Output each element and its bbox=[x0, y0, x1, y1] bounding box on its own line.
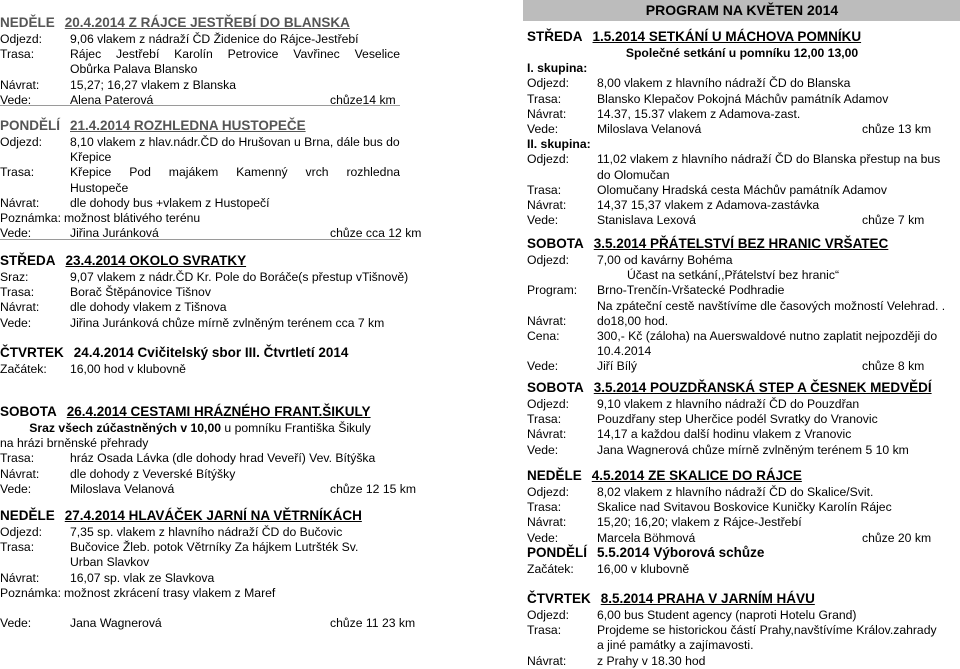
event-heading bbox=[527, 544, 957, 562]
line-label: Trasa: bbox=[0, 285, 35, 300]
line-label: Sraz: bbox=[0, 270, 29, 284]
event-line bbox=[527, 654, 957, 669]
event-day: NEDĚLE bbox=[527, 468, 582, 483]
event-heading bbox=[527, 590, 957, 608]
event-line bbox=[0, 436, 400, 451]
line-label: Odjezd: bbox=[527, 253, 570, 267]
line-label: Odjezd: bbox=[0, 135, 43, 149]
line-label: Trasa: bbox=[0, 47, 35, 62]
line-label: Návrat: bbox=[0, 77, 40, 92]
line-value: 300,- Kč (záloha) na Auerswaldové nutno zaplatit nejpozději do bbox=[597, 328, 938, 343]
event-day: PONDĚLÍ bbox=[527, 545, 588, 560]
line-value: Olomučany Hradská cesta Máchův památník Adamov bbox=[597, 182, 887, 197]
line-label: Odjezd: bbox=[527, 485, 570, 499]
event-heading bbox=[0, 252, 400, 270]
event-line bbox=[527, 623, 957, 638]
event-line bbox=[0, 616, 416, 631]
line-value: Jiřina Juránková bbox=[70, 226, 159, 241]
line-value: Rájec Jestřebí Karolín Petrovice Vavřinec Veselice bbox=[70, 47, 400, 62]
line-value: Bučovice Žleb. potok Větrníky Za hájkem Lutršték Sv. bbox=[70, 540, 359, 555]
event-heading bbox=[527, 467, 957, 485]
line-value: Skalice nad Svitavou Boskovice Kuničky Karolín Rájec bbox=[597, 500, 892, 515]
event-line bbox=[0, 47, 400, 62]
event-day: NEDĚLE bbox=[0, 15, 55, 30]
event-line bbox=[527, 107, 957, 122]
line-value: 10.4.2014 bbox=[597, 344, 652, 359]
event-line bbox=[0, 525, 400, 540]
line-distance: chůze14 km bbox=[330, 92, 396, 107]
line-value: 16,07 sp. vlak ze Slavkova bbox=[70, 570, 215, 585]
line-value: 9,10 vlakem z hlavního nádraží ČD do Pouzdřan bbox=[597, 397, 860, 411]
line-label: Začátek: bbox=[527, 562, 574, 576]
event-line bbox=[527, 329, 957, 344]
line-value: 11,02 vlakem z hlavního nádraží ČD do Blanska přestup na bus bbox=[597, 152, 941, 167]
line-label: Návrat: bbox=[0, 466, 40, 481]
event-line bbox=[527, 76, 957, 91]
event-title: 5.5.2014 Výborová schůze bbox=[597, 545, 765, 560]
event-heading bbox=[527, 235, 957, 253]
program-banner: PROGRAM NA KVĚTEN 2014 bbox=[523, 0, 960, 21]
event-line bbox=[527, 443, 957, 458]
event-line bbox=[0, 62, 400, 77]
event-line bbox=[0, 165, 400, 180]
event-line bbox=[0, 300, 400, 315]
event-line bbox=[527, 562, 957, 577]
line-distance: chůze 11 23 km bbox=[330, 616, 416, 631]
line-label: Odjezd: bbox=[527, 76, 570, 91]
line-distance: chůze 7 km bbox=[862, 213, 925, 228]
line-label: Návrat: bbox=[527, 197, 567, 212]
event-line bbox=[527, 344, 957, 359]
line-distance: chůze 8 km bbox=[862, 359, 925, 374]
line-label: Návrat: bbox=[527, 106, 567, 121]
line-label: Vede: bbox=[0, 616, 32, 631]
line-label: Vede: bbox=[0, 481, 32, 496]
line-value: 16,00 hod v klubovně bbox=[70, 362, 186, 376]
event-heading bbox=[0, 344, 400, 362]
event-title: 1.5.2014 SETKÁNÍ U MÁCHOVA POMNÍKU bbox=[592, 29, 862, 44]
event-title: 27.4.2014 HLAVÁČEK JARNÍ NA VĚTRNÍKÁCH bbox=[64, 508, 362, 523]
line-label: Trasa: bbox=[527, 500, 562, 515]
line-value: Pouzdřany step Uherčice podél Svratky do Vranovic bbox=[597, 412, 878, 427]
line-value: Jana Wagnerová chůze mírně zvlněným terénem 5 10 km bbox=[597, 442, 909, 457]
line-label: Odjezd: bbox=[0, 32, 43, 46]
event-line bbox=[527, 397, 957, 412]
line-value: 14.37, 15.37 vlakem z Adamova-zast. bbox=[597, 106, 801, 121]
line-value: 16,00 v klubovně bbox=[597, 562, 690, 576]
event-line bbox=[527, 515, 957, 530]
event-block bbox=[527, 28, 957, 228]
event-line bbox=[0, 362, 400, 377]
line-value: 8,00 vlakem z hlavního nádraží ČD do Blanska bbox=[597, 76, 851, 91]
event-line bbox=[0, 211, 400, 226]
event-day: SOBOTA bbox=[527, 236, 584, 251]
line-label: Vede: bbox=[0, 92, 32, 107]
line-value: z Prahy v 18.30 hod bbox=[597, 653, 706, 668]
line-label: Vede: bbox=[527, 359, 559, 374]
event-line bbox=[527, 183, 957, 198]
line-label: Odjezd: bbox=[527, 608, 570, 622]
line-value: 8,10 vlakem z hlav.nádr.ČD do Hrušovan u Brna, dále bus do bbox=[70, 135, 400, 149]
line-value: Projdeme se historickou částí Prahy,navštívíme Králov.zahrady bbox=[597, 623, 937, 638]
event-line bbox=[0, 32, 400, 47]
event-line bbox=[527, 299, 957, 314]
event-heading bbox=[0, 403, 400, 421]
line-value: 14,17 a každou další hodinu vlakem z Vranovic bbox=[597, 427, 852, 442]
event-line bbox=[0, 135, 400, 150]
line-label: Trasa: bbox=[527, 91, 562, 106]
event-day: SOBOTA bbox=[527, 380, 584, 395]
line-label: Vede: bbox=[0, 315, 32, 330]
event-day: STŘEDA bbox=[527, 29, 583, 44]
line-value: 14,37 15,37 vlakem z Adamova-zastávka bbox=[597, 197, 820, 212]
event-line bbox=[527, 412, 957, 427]
line-label: Návrat: bbox=[527, 515, 567, 530]
event-line bbox=[0, 196, 400, 211]
line-value: Jiřina Juránková chůze mírně zvlněným terénem cca 7 km bbox=[70, 315, 385, 330]
event-block bbox=[0, 252, 409, 331]
event-title: 26.4.2014 CESTAMI HRÁZNÉHO FRANT.ŠIKULY bbox=[66, 404, 371, 419]
line-value: 9,06 vlakem z nádraží ČD Židenice do Rájce-Jestřebí bbox=[70, 32, 359, 46]
meeting-note: Společné setkání u pomníku 12,00 13,00 bbox=[625, 46, 859, 60]
line-value: 8,02 vlakem z hlavního nádraží ČD do Skalice/Svit. bbox=[597, 485, 874, 499]
event-line bbox=[0, 421, 400, 436]
line-label: Poznámka: bbox=[0, 210, 61, 225]
line-value: dle dohody bus +vlakem z Hustopečí bbox=[70, 195, 270, 210]
line-label: Program: bbox=[527, 283, 578, 298]
event-line bbox=[0, 586, 400, 601]
event-heading bbox=[527, 28, 957, 46]
line-distance: chůze 12 15 km bbox=[330, 481, 417, 496]
line-value: Urban Slavkov bbox=[70, 555, 150, 570]
line-value: Borač Štěpánovice Tišnov bbox=[70, 285, 211, 300]
event-day: PONDĚLÍ bbox=[0, 118, 61, 133]
line-value: do18,00 hod. bbox=[597, 313, 669, 328]
event-day: SOBOTA bbox=[0, 404, 57, 419]
line-value: Marcela Böhmová bbox=[597, 530, 696, 545]
event-line bbox=[0, 181, 400, 196]
line-value: do Olomučan bbox=[597, 167, 670, 182]
line-label: Trasa: bbox=[0, 540, 35, 555]
event-block bbox=[0, 344, 400, 377]
event-line bbox=[0, 571, 400, 586]
event-line bbox=[0, 316, 400, 331]
event-title: 20.4.2014 Z RÁJCE JESTŘEBÍ DO BLANSKA bbox=[64, 15, 350, 30]
line-value: dle dohody vlakem z Tišnova bbox=[70, 300, 227, 315]
line-label: Trasa: bbox=[0, 165, 35, 180]
line-label: Návrat: bbox=[527, 653, 567, 668]
event-title: 3.5.2014 PŘÁTELSTVÍ BEZ HRANIC VRŠATEC bbox=[593, 236, 889, 251]
event-block bbox=[527, 467, 957, 546]
event-title: 4.5.2014 ZE SKALICE DO RÁJCE bbox=[591, 468, 802, 483]
line-label: Návrat: bbox=[0, 195, 40, 210]
line-label: Vede: bbox=[527, 442, 559, 457]
line-value: Miloslava Velanová bbox=[70, 481, 175, 496]
event-line bbox=[527, 314, 957, 329]
event-title: 24.4.2014 Cvičitelský sbor III. Čtvrtletí 2014 bbox=[73, 345, 349, 360]
event-title: 8.5.2014 PRAHA V JARNÍM HÁVU bbox=[600, 591, 815, 606]
line-value: Stanislava Lexová bbox=[597, 213, 696, 228]
event-line bbox=[527, 283, 957, 298]
event-line bbox=[527, 427, 957, 442]
line-distance: chůze 13 km bbox=[862, 121, 932, 136]
event-block bbox=[0, 117, 422, 241]
line-value: Křepice bbox=[70, 150, 112, 165]
line-value: 7,35 sp. vlakem z hlavního nádraží ČD do Bučovic bbox=[70, 525, 343, 539]
event-heading bbox=[0, 507, 400, 525]
event-line bbox=[527, 92, 957, 107]
line-value: na hrázi brněnské přehrady bbox=[0, 436, 149, 451]
line-label: Poznámka: bbox=[0, 585, 61, 600]
line-label: II. skupina: bbox=[527, 137, 591, 152]
meeting-note-tail: u pomníku Františka Šikuly bbox=[221, 421, 371, 435]
line-label: Trasa: bbox=[0, 451, 35, 466]
event-line bbox=[527, 253, 957, 268]
line-label: Trasa: bbox=[527, 623, 562, 638]
line-value: Jana Wagnerová bbox=[70, 616, 162, 631]
event-line bbox=[527, 608, 957, 623]
line-value: 6,00 bus Student agency (naproti Hotelu Grand) bbox=[597, 608, 857, 622]
event-heading bbox=[0, 14, 400, 32]
event-line bbox=[0, 78, 400, 93]
line-value: 15,20; 16,20; vlakem z Rájce-Jestřebí bbox=[597, 515, 802, 530]
event-block bbox=[527, 544, 957, 577]
event-day: ČTVRTEK bbox=[527, 591, 591, 606]
event-line bbox=[527, 359, 957, 374]
event-title: 23.4.2014 OKOLO SVRATKY bbox=[65, 253, 247, 268]
event-line bbox=[0, 481, 417, 497]
line-label: Odjezd: bbox=[0, 525, 43, 539]
line-label: I. skupina: bbox=[527, 61, 588, 76]
event-line bbox=[527, 500, 957, 515]
line-label: Návrat: bbox=[527, 427, 567, 442]
line-value: Křepice Pod majákem Kamenný vrch rozhledna bbox=[70, 165, 400, 180]
event-line bbox=[527, 46, 957, 61]
event-day: ČTVRTEK bbox=[0, 345, 64, 360]
line-value: 15,27; 16,27 vlakem z Blanska bbox=[70, 77, 236, 92]
line-label: Odjezd: bbox=[527, 397, 570, 411]
line-label: Odjezd: bbox=[527, 152, 570, 167]
line-value: Alena Paterová bbox=[70, 92, 154, 107]
line-label: Vede: bbox=[527, 121, 559, 136]
line-value: hráz Osada Lávka (dle dohody hrad Veveří) Vev. Bítýška bbox=[70, 451, 376, 466]
line-label: Vede: bbox=[527, 213, 559, 228]
event-day: STŘEDA bbox=[0, 253, 56, 268]
line-value: Účast na setkání,,Přátelství bez hranic“ bbox=[627, 268, 840, 283]
line-label: Začátek: bbox=[0, 362, 47, 376]
event-heading bbox=[0, 117, 400, 135]
separator-line bbox=[0, 105, 400, 106]
line-value: Na zpáteční cestě navštívíme dle časových možností Velehrad. . bbox=[597, 298, 946, 313]
separator-line bbox=[0, 239, 400, 240]
line-value: Blansko Klepačov Pokojná Máchův památník Adamov bbox=[597, 91, 889, 106]
event-line bbox=[527, 168, 957, 183]
event-line bbox=[0, 467, 400, 482]
event-line bbox=[0, 451, 400, 466]
line-value: možnost zkrácení trasy vlakem z Maref bbox=[64, 585, 276, 600]
event-line bbox=[0, 601, 400, 616]
line-distance: chůze cca 12 km bbox=[330, 226, 422, 241]
event-line bbox=[527, 268, 957, 283]
line-label: Trasa: bbox=[527, 412, 562, 427]
event-line bbox=[527, 122, 957, 137]
event-line bbox=[0, 285, 400, 300]
event-block bbox=[0, 403, 417, 497]
meeting-note: Sraz všech zúčastněných v 10,00 bbox=[29, 421, 222, 435]
event-block bbox=[0, 507, 416, 631]
line-value: možnost blátivého terénu bbox=[64, 210, 201, 225]
event-heading bbox=[527, 379, 957, 397]
event-line bbox=[527, 213, 957, 228]
line-label: Trasa: bbox=[527, 182, 562, 197]
line-label: Vede: bbox=[527, 530, 559, 545]
line-value: 9,07 vlakem z nádr.ČD Kr. Pole do Boráče(s přestup vTišnově) bbox=[70, 270, 409, 284]
event-line bbox=[0, 540, 400, 555]
line-value: 7,00 od kavárny Bohéma bbox=[597, 253, 733, 267]
line-value: Obůrka Palava Blansko bbox=[70, 62, 198, 77]
event-line bbox=[0, 270, 409, 285]
event-line bbox=[0, 150, 400, 165]
event-line bbox=[527, 152, 957, 167]
line-label: Návrat: bbox=[527, 313, 567, 328]
line-value: Brno-Trenčín-Vršatecké Podhradie bbox=[597, 283, 785, 298]
line-value: Jiří Bílý bbox=[597, 359, 637, 374]
line-value: Miloslava Velanová bbox=[597, 121, 702, 136]
line-distance: chůze 20 km bbox=[862, 530, 932, 545]
event-block bbox=[527, 235, 957, 375]
line-value: a jiné památky a zajímavosti. bbox=[597, 638, 754, 653]
line-label: Cena: bbox=[527, 328, 560, 343]
event-block bbox=[527, 590, 957, 669]
line-label: Návrat: bbox=[0, 300, 40, 315]
line-value: dle dohody z Veverské Bítýšky bbox=[70, 466, 236, 481]
event-block bbox=[0, 14, 400, 108]
event-line bbox=[527, 61, 957, 76]
event-line bbox=[0, 555, 400, 570]
line-value: Hustopeče bbox=[70, 180, 129, 195]
line-label: Vede: bbox=[0, 226, 32, 241]
line-label: Návrat: bbox=[0, 570, 40, 585]
event-title: 3.5.2014 POUZDŘANSKÁ STEP A ČESNEK MEDVĚDÍ bbox=[593, 380, 932, 395]
event-day: NEDĚLE bbox=[0, 508, 55, 523]
event-title: 21.4.2014 ROZHLEDNA HUSTOPEČE bbox=[70, 118, 306, 133]
event-line bbox=[527, 198, 957, 213]
event-block bbox=[527, 379, 957, 458]
event-line bbox=[527, 137, 957, 152]
event-line bbox=[527, 638, 957, 653]
event-line bbox=[527, 485, 957, 500]
